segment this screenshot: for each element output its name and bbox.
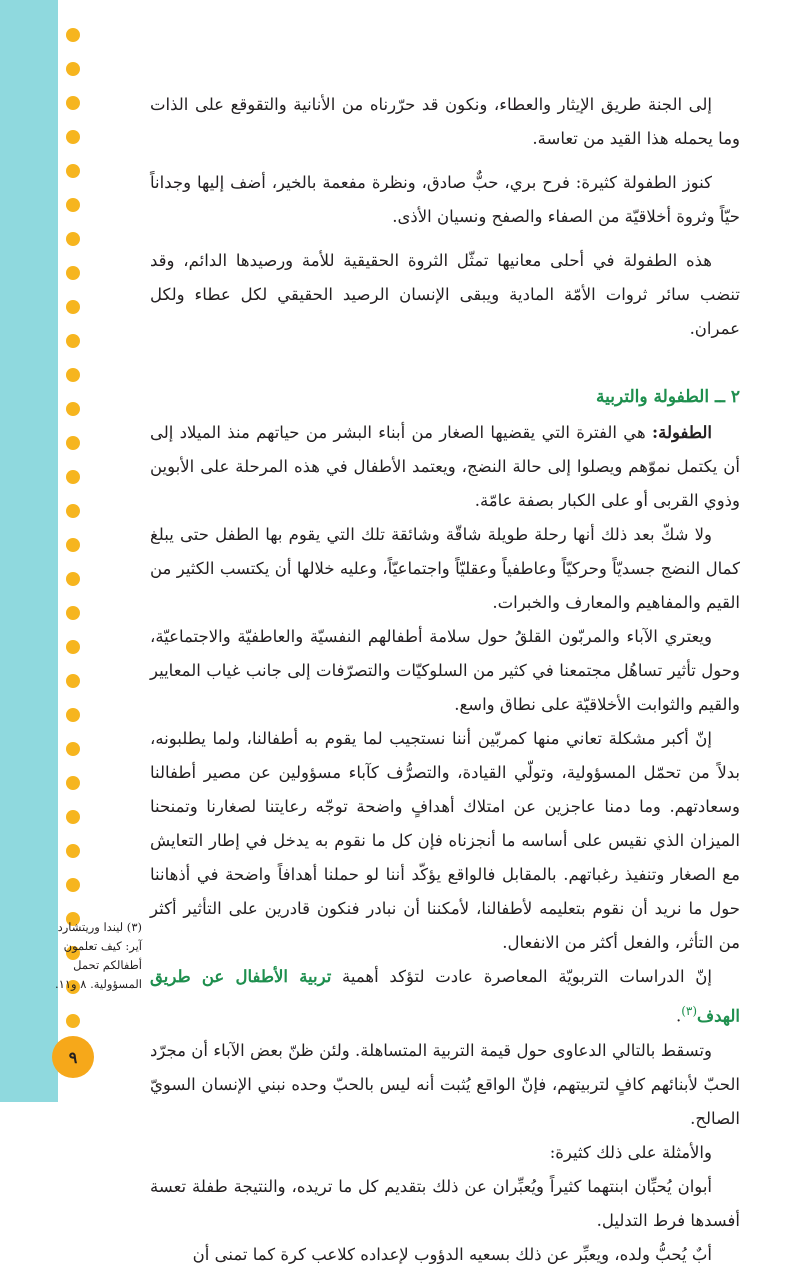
- decorative-dot: [66, 572, 80, 586]
- decorative-edge-strip: [0, 0, 58, 1102]
- paragraph-7: إنّ أكبر مشكلة تعاني منها كمربّين أننا نستجيب لما يقوم به أطفالنا، ولما يطلبونه، بدلاً من تحمّل المسؤولية، وتولّي القيادة، والتصرُّف كآباء مسؤولين عن مصير أطفالنا وسعادتهم. وما دمنا عاجزين عن امتلاك أهدافٍ واضحة توجّه رعايتنا لصغارنا وتمنحنا الميزان الذي نقيس على أساسه ما أنجزناه فإن كل ما نقوم به يدخل في إطار التعايش مع الصغار وتنفيذ رغباتهم. بالمقابل فالواقع يؤكّد أننا لو حملنا أهدافاً واضحة في أذهاننا حول ما نريد أن نقوم بتعليمه لأطفالنا، لأمكننا أن نبادر فنكون قادرين على التأثير أكثر من التأثر، والفعل أكثر من الانفعال.: [150, 729, 740, 952]
- paragraph-8-lead: إنّ الدراسات التربويّة المعاصرة عادت لتؤكد أهمية: [331, 967, 712, 986]
- paragraph-8-end: .: [675, 1006, 682, 1026]
- highlighted-phrase: تربية الأطفال عن طريق الهدف: [150, 967, 740, 1026]
- decorative-dot: [66, 742, 80, 756]
- paragraph-8: [150, 960, 740, 1034]
- paragraph-5: ولا شكّ بعد ذلك أنها رحلة طويلة شاقّة وشائقة تلك التي يقوم بها الطفل حتى يبلغ كمال النضج جسديّاً وحركيّاً وعاطفياً وعقليّاً واجتماعيّاً، وعليه خلالها أن يكتسب الكثير من القيم والمفاهيم والمعارف والخبرات.: [150, 525, 740, 612]
- decorative-dot: [66, 402, 80, 416]
- decorative-dot: [66, 334, 80, 348]
- section-heading: ٢ ــ الطفولة والتربية: [596, 387, 740, 407]
- decorative-dot: [66, 708, 80, 722]
- decorative-dot: [66, 130, 80, 144]
- decorative-dot: [66, 266, 80, 280]
- decorative-dot: [66, 810, 80, 824]
- paragraph-9: وتسقط بالتالي الدعاوى حول قيمة التربية المتساهلة. ولئن ظنّ بعض الآباء أن مجرّد الحبّ لأبنائهم كافٍ لتربيتهم، فإنّ الواقع يُثبت أنه ليس بالحبّ وحده نبني الإنسان السويّ الصالح.: [150, 1040, 740, 1128]
- decorative-dot: [66, 198, 80, 212]
- decorative-dot: [66, 62, 80, 76]
- decorative-dot: [66, 776, 80, 790]
- decorative-dot: [66, 28, 80, 42]
- decorative-dot: [66, 300, 80, 314]
- definition-term: الطفولة:: [652, 423, 712, 442]
- decorative-dot: [66, 368, 80, 382]
- decorative-dot: [66, 164, 80, 178]
- decorative-dot: [66, 674, 80, 688]
- decorative-dot: [66, 470, 80, 484]
- paragraph-1: إلى الجنة طريق الإيثار والعطاء، ونكون قد حرّرناه من الأنانية والتقوقع على الذات وما يحمله هذا القيد من تعاسة.: [150, 95, 740, 148]
- decorative-dot: [66, 606, 80, 620]
- footnote: (٣) ليندا وريتشارد آير: كيف تعلمون أطفالكم تحمل المسؤولية. ٨ و١١.: [55, 920, 142, 991]
- decorative-dot: [66, 436, 80, 450]
- decorative-dot: [66, 878, 80, 892]
- decorative-dot: [66, 1014, 80, 1028]
- decorative-dot: [66, 232, 80, 246]
- page-body: [150, 88, 740, 1272]
- footnote-reference[interactable]: (٣): [681, 1004, 698, 1018]
- decorative-dot: [66, 538, 80, 552]
- decorative-dot: [66, 640, 80, 654]
- paragraph-6: ويعتري الآباء والمربّون القلقُ حول سلامة أطفالهم النفسيّة والعاطفيّة والاجتماعيّة، وحول تأثير تساهُل مجتمعنا في كثير من السلوكيّات والتصرّفات إلى جانب غياب المعايير والقيم والثوابت الأخلاقيّة على نطاق واسع.: [150, 627, 740, 714]
- decorative-dot: [66, 96, 80, 110]
- paragraph-10: والأمثلة على ذلك كثيرة:: [549, 1142, 712, 1162]
- paragraph-4: [150, 416, 740, 518]
- paragraph-11: أبوان يُحبِّان ابنتهما كثيراً ويُعبِّران عن ذلك بتقديم كل ما تريده، والنتيجة طفلة تعسة أفسدها فرط التدليل.: [150, 1176, 740, 1230]
- decorative-dot: [66, 504, 80, 518]
- definition-text: هي الفترة التي يقضيها الصغار من أبناء البشر من حياتهم منذ الميلاد إلى أن يكتمل نموّهم ويصلوا إلى حالة النضج، ويعتمد الأطفال في هذه المرحلة على الأبوين وذوي القربى أو على الكبار بصفة عامّة.: [150, 423, 740, 510]
- paragraph-3: هذه الطفولة في أحلى معانيها تمثّل الثروة الحقيقية للأمة ورصيدها الدائم، وقد تنضب سائر ثروات الأمّة المادية ويبقى الإنسان الرصيد الحقيقي لكل عطاء ولكل عمران.: [150, 251, 740, 338]
- decorative-dot: [66, 844, 80, 858]
- paragraph-12: أبٌ يُحبُّ ولده، ويعبِّر عن ذلك بسعيه الدؤوب لإعداده كلاعب كرة كما تمنى أن: [192, 1244, 712, 1264]
- page-number-badge: [52, 1036, 94, 1078]
- paragraph-2: كنوز الطفولة كثيرة: فرح بري، حبٌّ صادق، ونظرة مفعمة بالخير، أضف إليها وجداناً حيّاً وثروة أخلاقيّة من الصفاء والصفح ونسيان الأذى.: [150, 173, 740, 226]
- page-number: ٩: [68, 1047, 78, 1067]
